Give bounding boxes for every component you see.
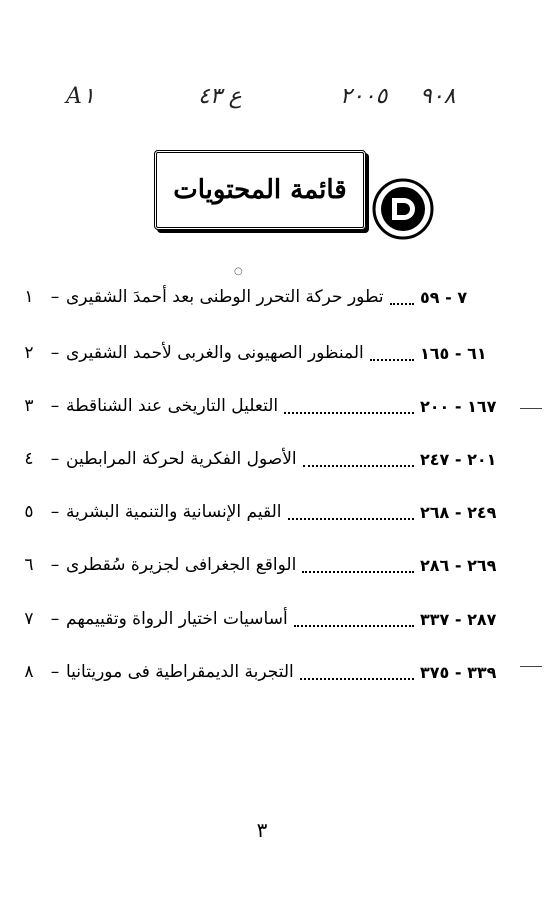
handwritten-note-mid: ع ٤٣ [198,84,242,109]
toc-entry-number: ٣ [24,396,34,416]
toc-entry-title: التعليل التاريخى عند الشناقطة [66,396,279,416]
toc-entry-pages: ٦١ - ١٦٥ [420,343,487,363]
page-number: ٣ [256,818,268,842]
stray-mark: ○ [234,266,243,277]
handwritten-note-left: A١ [66,84,95,109]
toc-leader-dots [303,465,414,467]
toc-leader-dots [302,571,414,573]
toc-leader-dots [288,518,415,520]
toc-entry[interactable] [14,655,538,689]
margin-stroke [520,408,542,409]
toc-dash: – [50,343,60,363]
toc-entry-number: ٤ [24,449,34,469]
toc-entry-title: تطور حركة التحرر الوطنى بعد أحمدَ الشقيرى [66,287,384,307]
toc-entry-pages: ٢٦٩ - ٢٨٦ [420,555,497,575]
toc-leader-dots [390,303,414,305]
toc-entry-number: ٦ [24,555,34,575]
toc-entry[interactable] [14,336,538,370]
toc-leader-dots [284,412,414,414]
toc-entry-pages: ٧ - ٥٩ [420,287,468,307]
toc-entry[interactable] [14,495,538,529]
toc-entry[interactable] [14,389,538,423]
toc-entry-title: أساسيات اختيار الرواة وتقييمهم [66,609,288,629]
toc-entry-pages: ٢٤٩ - ٢٦٨ [420,502,497,522]
toc-entry-pages: ٣٣٩ - ٣٧٥ [420,662,497,682]
toc-entry-title: الأصول الفكرية لحركة المرابطين [66,449,297,469]
handwritten-note-right: ٩٠٨ [420,84,456,109]
toc-entry-number: ٨ [24,662,34,682]
contents-title-box [154,150,366,230]
toc-entry-title: التجربة الديمقراطية فى موريتانيا [66,662,294,682]
toc-dash: – [50,287,60,307]
handwritten-note-year: ٢٠٠٥ [340,84,388,109]
toc-dash: – [50,502,60,522]
toc-entry-number: ٧ [24,609,34,629]
toc-entry[interactable] [14,548,538,582]
toc-dash: – [50,449,60,469]
toc-leader-dots [370,359,414,361]
toc-dash: – [50,609,60,629]
toc-entry[interactable] [14,602,538,636]
toc-entry[interactable] [14,442,538,476]
toc-entry-number: ١ [24,287,34,307]
toc-entry-pages: ٢٨٧ - ٣٣٧ [420,609,497,629]
toc-dash: – [50,396,60,416]
toc-entry-title: الواقع الجغرافى لجزيرة سُقطرى [66,555,297,575]
toc-leader-dots [294,625,414,627]
toc-entry-pages: ١٦٧ - ٢٠٠ [420,396,497,416]
toc-leader-dots [300,678,414,680]
toc-dash: – [50,662,60,682]
toc-entry-title: القيم الإنسانية والتنمية البشرية [66,502,282,522]
toc-entry-number: ٢ [24,343,34,363]
toc-entry[interactable] [14,280,538,314]
publisher-logo-icon [370,176,436,242]
page-title: قائمة المحتويات [173,175,347,205]
toc-entry-pages: ٢٠١ - ٢٤٧ [420,449,497,469]
toc-dash: – [50,555,60,575]
toc-entry-number: ٥ [24,502,34,522]
toc-entry-title: المنظور الصهيونى والغربى لأحمد الشقيرى [66,343,364,363]
margin-stroke [520,666,542,667]
